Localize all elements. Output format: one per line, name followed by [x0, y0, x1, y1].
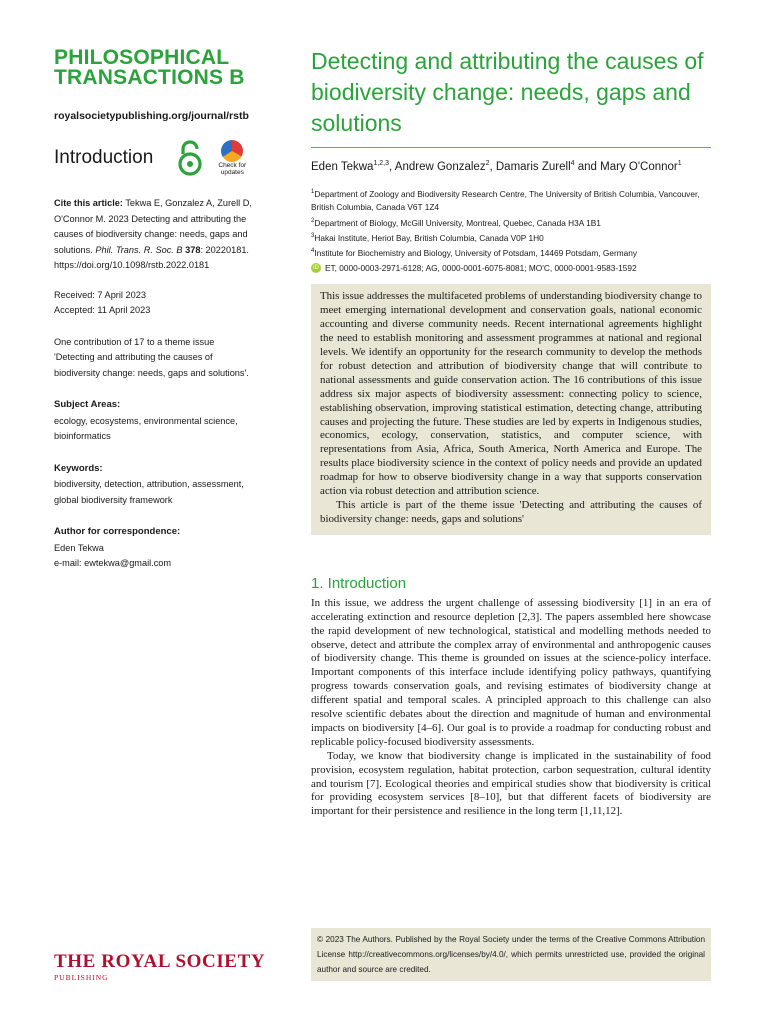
- check-for-updates-button[interactable]: [217, 140, 247, 176]
- keywords-heading: Keywords:: [54, 462, 103, 474]
- journal-url-link[interactable]: royalsocietypublishing.org/journal/rstb: [54, 110, 249, 122]
- correspondence-heading: Author for correspondence:: [54, 526, 181, 537]
- subject-heading: Subject Areas:: [54, 399, 121, 410]
- author[interactable]: Damaris Zurell$^4$: [495, 160, 575, 173]
- affiliation: $^2$Department of Biology, McGill University, Montreal, Quebec, Canada H3A 1B1: [311, 217, 601, 228]
- doi-link[interactable]: https://doi.org/10.1098/rstb.2022.0181: [54, 260, 210, 270]
- affiliation: $^3$Hakai Institute, Heriot Bay, British Columbia, Canada V0P 1H0: [311, 232, 544, 243]
- article-type: Introduction: [54, 147, 154, 168]
- check-updates-label: Check for updates: [218, 162, 247, 176]
- article-title: Detecting and attributing the causes of biodiversity change: needs, gaps and solutions: [311, 48, 704, 136]
- accepted-date: Accepted: 11 April 2023: [54, 305, 151, 315]
- dates: [54, 288, 254, 319]
- license-notice: © 2023 The Authors. Published by the Royal Society under the terms of the Creative Commons Attribution License http://creativecommons.org/licenses/by/4.0/, which permits unrestricted use, provided the original author and source are credited.: [311, 928, 711, 981]
- sidebar: [54, 48, 254, 572]
- paragraph: Today, we know that biodiversity change is implicated in the sustainability of food provision, ecosystem regulation, habitat protection, carbon sequestration, cultural identity and tourism [7]. Ecological theories and empirical studies show that biodiversity is critical for providing ecosystem services [8–10], but that different facets of biodiversity are important for their persistence and resilience in the long term [1,11,12].: [311, 749, 711, 818]
- paragraph: In this issue, we address the urgent challenge of assessing biodiversity [1] in an era of accelerating extinction and resource depletion [2,3]. The papers assembled here showcase the rapid development of new technological, statistical and modelling methods needed to observe, detect and attribute the complex array of environmental and anthropogenic causes of biodiversity change. This theme is grounded on issues at the science-policy interface. Important components of this interface include identifying policy pathways, quantifying progress towards conservation goals, and revising estimates of biodiversity change at different spatial and temporal scales. A principled approach to this challenge can also resolve scientific debates about the direction and magnitude of human and environmental impacts on biodiversity [4–6]. Our goal is to provide a roadmap for conducting robust and replicable policy-focused biodiversity assessments.: [311, 596, 711, 748]
- orcid-line: [311, 263, 711, 273]
- cite-label: Cite this article:: [54, 198, 123, 208]
- citation: Cite this article: Tekwa E, Gonzalez A, Zurell D, O'Connor M. 2023 Detecting and attributing the causes of biodiversity change: needs, gaps and solutions. Phil. Trans. R. Soc. B 378: 20220181. https://doi.org/10.1098/rstb.2022.0181: [54, 196, 254, 274]
- cite-text: Tekwa E, Gonzalez A, Zurell D, O'Connor M. 2023 Detecting and attributing the causes of biodiversity change: needs, gaps and solutions.: [54, 198, 252, 255]
- author[interactable]: Andrew Gonzalez$^2$: [394, 160, 490, 173]
- keywords: [54, 461, 254, 509]
- open-access-icon: [177, 140, 203, 176]
- correspondence-name: Eden Tekwa: [54, 542, 104, 553]
- publisher-name: THE ROYAL SOCIETY: [54, 951, 266, 972]
- affiliation: $^1$Department of Zoology and Biodiversity Research Centre, The University of British Columbia, Vancouver, British Columbia, Canada V6T 1Z4: [311, 188, 700, 213]
- check-updates-icon: [221, 140, 243, 162]
- journal-name-line1: PHILOSOPHICAL: [54, 46, 230, 69]
- cite-journal: Phil. Trans. R. Soc. B: [95, 244, 183, 255]
- author-list: Eden Tekwa$^{1,2,3}$, Andrew Gonzalez$^2$, Damaris Zurell$^4$ and Mary O'Connor$^1$: [311, 160, 682, 173]
- publisher-logo[interactable]: [54, 951, 265, 982]
- section-heading: 1. Introduction: [311, 574, 407, 592]
- received-date: Received: 7 April 2023: [54, 289, 146, 300]
- journal-name: [54, 48, 254, 88]
- keywords-text: biodiversity, detection, attribution, assessment, global biodiversity framework: [54, 479, 244, 505]
- correspondence-email-link[interactable]: e-mail: ewtekwa@gmail.com: [54, 558, 172, 568]
- abstract-box: [311, 284, 711, 534]
- abstract-text: This issue addresses the multifaceted problems of understanding biodiversity change to meet emerging international development and conservation goals, national economic accounting and diverse community needs. Recent international agreements highlight the need to establish monitoring and assessment programmes at national and regional levels. We identify an opportunity for the research community to develop the methods for robust detection and attribution of biodiversity change that will contribute to national assessments and guide conservation action. The 16 contributions of this issue address six major aspects of biodiversity assessment: connecting policy to science, establishing observation, improving statistical estimation, detecting change, attributing causes and projecting the future. These studies are led by experts in Indigenous studies, economics, ecology, conservation, statistics, and computer science, with representations from Asia, Africa, South America, North America and Europe. The results place biodiversity science in the context of policy needs and provide an updated roadmap for how to observe biodiversity change in a way that supports conservation action via robust detection and attribution science.: [320, 290, 702, 498]
- section-body: [311, 597, 711, 820]
- abstract-theme-note: This article is part of the theme issue 'Detecting and attributing the causes of biodiversity change: needs, gaps and solutions': [320, 498, 702, 525]
- subject-areas: [54, 397, 254, 445]
- author[interactable]: Mary O'Connor$^1$: [600, 160, 682, 173]
- journal-name-line2: TRANSACTIONS B: [54, 66, 245, 89]
- main-column: [311, 46, 711, 819]
- subject-text: ecology, ecosystems, environmental science, bioinformatics: [54, 415, 238, 441]
- orcid-ids: ET, 0000-0003-2971-6128; AG, 0000-0001-6075-8081; MO'C, 0000-0001-9583-1592: [325, 263, 637, 274]
- article-type-row: [54, 136, 254, 180]
- author[interactable]: Eden Tekwa$^{1,2,3}$: [311, 160, 390, 173]
- theme-note: One contribution of 17 to a theme issue 'Detecting and attributing the causes of biodiversity change: needs, gaps and solutions'.: [54, 336, 249, 378]
- orcid-icon[interactable]: iD: [311, 263, 321, 273]
- publisher-subname: PUBLISHING: [54, 973, 109, 982]
- title-divider: [311, 147, 711, 148]
- correspondence: [54, 524, 254, 572]
- affiliation: $^4$Institute for Biochemistry and Biology, University of Potsdam, 14469 Potsdam, Germany: [311, 247, 637, 258]
- affiliations: [311, 186, 711, 261]
- cite-article: 20220181.: [205, 244, 249, 255]
- cite-volume: 378: [185, 244, 201, 255]
